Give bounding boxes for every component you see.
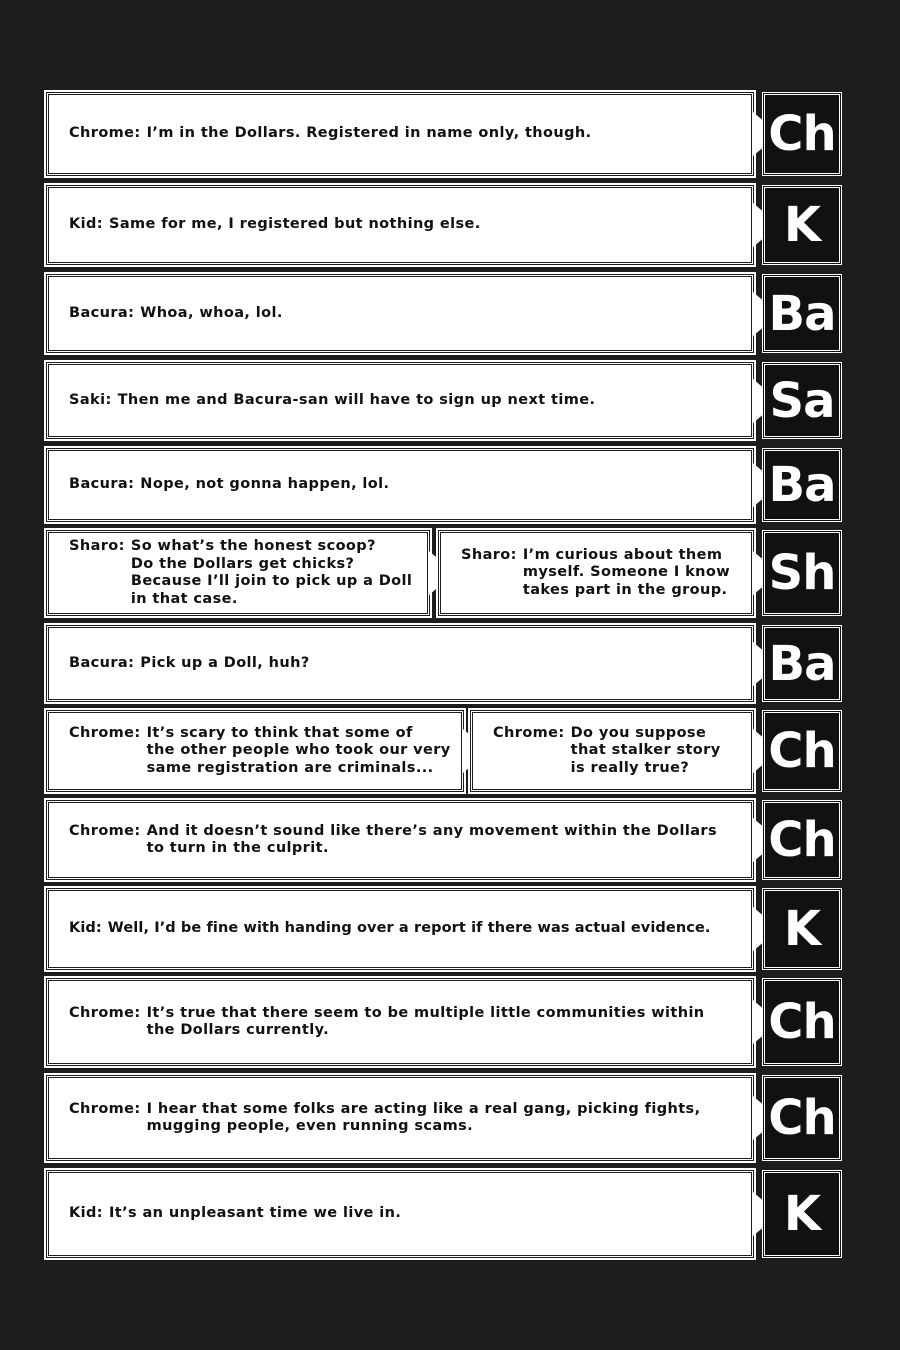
speech-bubble bbox=[46, 625, 754, 702]
message-text: Do you suppose that stalker story is really true? bbox=[570, 724, 721, 776]
speaker-name: Chrome: bbox=[69, 125, 141, 142]
speaker-name: Chrome: bbox=[69, 1004, 141, 1021]
speaker-name: Bacura: bbox=[69, 654, 135, 671]
chat-row bbox=[0, 978, 900, 1066]
speech-bubble bbox=[46, 888, 754, 970]
speaker-name: Kid: bbox=[69, 216, 103, 233]
message-text: Well, I’d be fine with handing over a report if there was actual evidence. bbox=[107, 920, 711, 937]
speaker-name: Kid: bbox=[69, 1205, 103, 1222]
chat-row bbox=[0, 710, 900, 792]
speaker-tile: Ba bbox=[762, 448, 842, 522]
speaker-tile: Ba bbox=[762, 274, 842, 353]
speaker-tile: Ch bbox=[762, 978, 842, 1066]
speech-bubble bbox=[46, 185, 754, 265]
speaker-name: Chrome: bbox=[493, 724, 565, 741]
speech-bubble bbox=[470, 710, 754, 792]
chat-row bbox=[0, 274, 900, 353]
message-text: I’m in the Dollars. Registered in name only, though. bbox=[146, 125, 592, 142]
speaker-name: Bacura: bbox=[69, 304, 135, 321]
message bbox=[49, 823, 723, 858]
chat-row bbox=[0, 448, 900, 522]
speaker-name: Kid: bbox=[69, 920, 102, 937]
speech-bubble bbox=[46, 92, 754, 176]
speaker-tile: Ba bbox=[762, 625, 842, 702]
message-text: It’s true that there seem to be multiple little communities within the Dollars currently. bbox=[146, 1004, 705, 1038]
speaker-tile: Ch bbox=[762, 710, 842, 792]
speaker-name: Bacura: bbox=[69, 476, 135, 493]
chat-row bbox=[0, 625, 900, 702]
message-text: So what’s the honest scoop? Do the Dollars get chicks? Because I’ll join to pick up a Doll in that case. bbox=[130, 538, 413, 607]
speech-bubble bbox=[46, 1075, 754, 1161]
chat-row bbox=[0, 1170, 900, 1258]
speech-bubble bbox=[438, 530, 754, 616]
speaker-tile: Ch bbox=[762, 92, 842, 176]
message bbox=[473, 725, 727, 778]
message bbox=[49, 125, 598, 143]
speech-bubble bbox=[46, 448, 754, 522]
message bbox=[49, 538, 418, 608]
speaker-tile: K bbox=[762, 888, 842, 970]
speech-bubble bbox=[46, 710, 464, 792]
chat-row bbox=[0, 92, 900, 176]
speech-bubble bbox=[46, 800, 754, 880]
speaker-tile: Sa bbox=[762, 362, 842, 439]
speaker-name: Chrome: bbox=[69, 724, 141, 741]
speaker-name: Sharo: bbox=[69, 538, 125, 554]
chat-row bbox=[0, 362, 900, 439]
chat-row bbox=[0, 1075, 900, 1161]
chat-row bbox=[0, 530, 900, 616]
speaker-tile: Ch bbox=[762, 1075, 842, 1161]
speech-bubble bbox=[46, 274, 754, 353]
speaker-name: Chrome: bbox=[69, 1100, 141, 1117]
chat-row bbox=[0, 800, 900, 880]
speech-bubble bbox=[46, 530, 430, 616]
message-text: Whoa, whoa, lol. bbox=[140, 304, 283, 321]
speech-bubble bbox=[46, 978, 754, 1066]
message bbox=[49, 216, 487, 234]
message-text: It’s scary to think that some of the other people who took our very same registration are criminals... bbox=[146, 724, 451, 776]
speaker-tile: K bbox=[762, 1170, 842, 1258]
message-text: Pick up a Doll, huh? bbox=[140, 654, 310, 671]
message bbox=[49, 1205, 407, 1223]
message bbox=[49, 392, 601, 410]
speaker-name: Saki: bbox=[69, 391, 112, 408]
message bbox=[49, 920, 717, 938]
speaker-tile: Ch bbox=[762, 800, 842, 880]
speaker-tile: K bbox=[762, 185, 842, 265]
message bbox=[49, 305, 289, 323]
chat-row bbox=[0, 185, 900, 265]
message-text: I hear that some folks are acting like a real gang, picking fights, mugging people, even running scams. bbox=[146, 1100, 701, 1134]
message bbox=[49, 1005, 711, 1040]
message bbox=[49, 1101, 707, 1136]
message-text: I’m curious about them myself. Someone I know takes part in the group. bbox=[522, 546, 731, 598]
message-text: And it doesn’t sound like there’s any movement within the Dollars to turn in the culprit. bbox=[146, 822, 717, 856]
message-text: Nope, not gonna happen, lol. bbox=[140, 476, 390, 493]
speech-bubble bbox=[46, 1170, 754, 1258]
speaker-name: Sharo: bbox=[461, 546, 517, 563]
message-text: It’s an unpleasant time we live in. bbox=[108, 1205, 402, 1222]
message bbox=[441, 547, 736, 600]
speech-bubble bbox=[46, 362, 754, 439]
chat-row bbox=[0, 888, 900, 970]
message bbox=[49, 655, 316, 673]
message-text: Same for me, I registered but nothing else. bbox=[108, 216, 481, 233]
message-text: Then me and Bacura-san will have to sign up next time. bbox=[117, 391, 596, 408]
speaker-name: Chrome: bbox=[69, 822, 141, 839]
message bbox=[49, 725, 457, 778]
message bbox=[49, 476, 395, 494]
speaker-tile: Sh bbox=[762, 530, 842, 616]
